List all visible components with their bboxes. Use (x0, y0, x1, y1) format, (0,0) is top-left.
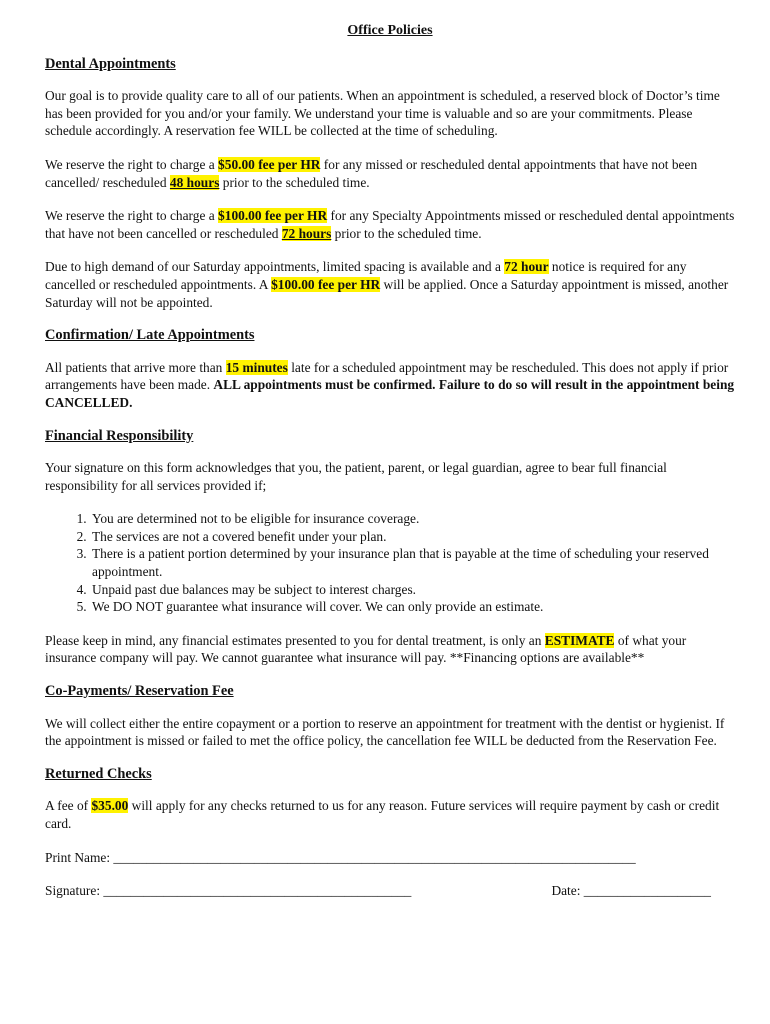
financial-list (45, 510, 735, 616)
list-item: 3. There is a patient portion determined by your insurance plan that is payable at the time of scheduling your reserved appointment. (90, 545, 735, 580)
estimate-highlight: ESTIMATE (544, 632, 615, 648)
specialty-fee-paragraph: We reserve the right to charge a $100.00 fee per HR for any Specialty Appointments missed or rescheduled dental appointments that have not been cancelled or rescheduled 72 hours prior to the scheduled time. (45, 208, 735, 241)
fee-highlight: $100.00 fee per HR (271, 276, 381, 292)
signature-field[interactable]: Signature: ______________________________________________ (45, 883, 412, 899)
copay-heading: Co-Payments/ Reservation Fee (45, 683, 234, 700)
page-title: Office Policies (347, 23, 433, 38)
fee-highlight: $50.00 fee per HR (218, 156, 321, 172)
minutes-highlight: 15 minutes (225, 359, 288, 375)
returned-checks-paragraph: A fee of $35.00 will apply for any checks returned to us for any reason. Future services will require payment by cash or credit card. (45, 798, 720, 831)
hours-highlight: 72 hours (281, 225, 332, 241)
copay-paragraph: We will collect either the entire copayment or a portion to reserve an appointment for treatment with the dentist or hygienist. If the appointment is missed or failed to met the office policy, the cancellation fee WILL be deducted from the Reservation Fee. (45, 715, 725, 749)
fee-highlight: $100.00 fee per HR (218, 208, 328, 224)
returned-checks-heading: Returned Checks (45, 765, 152, 782)
dental-appointments-heading: Dental Appointments (45, 55, 176, 72)
dental-fee-paragraph: We reserve the right to charge a $50.00 fee per HR for any missed or rescheduled dental appointments that have not been cancelled/ rescheduled 48 hours prior to the scheduled time. (45, 156, 698, 190)
document-page (45, 22, 735, 900)
hours-highlight: 48 hours (169, 174, 220, 190)
list-item: 1. You are determined not to be eligible for insurance coverage. (90, 510, 735, 528)
fee-highlight: $35.00 (91, 798, 129, 814)
list-item: 5. We DO NOT guarantee what insurance will cover. We can only provide an estimate. (90, 598, 735, 616)
financial-intro: Your signature on this form acknowledges that you, the patient, parent, or legal guardian, agree to bear full financial responsibility for all services provided if; (45, 460, 667, 493)
estimate-paragraph: Please keep in mind, any financial estimates presented to you for dental treatment, is only an ESTIMATE of what your insurance company will pay. We cannot guarantee what insurance will pay. **Financing options are available** (45, 632, 687, 666)
saturday-paragraph: Due to high demand of our Saturday appointments, limited spacing is available and a 72 hour notice is required for any cancelled or rescheduled appointments. A $100.00 fee per HR will be applied. Once a Saturday appointment is missed, another Saturday will not be appointed. (45, 259, 729, 310)
dental-intro-paragraph: Our goal is to provide quality care to all of our patients. When an appointment is scheduled, a reserved block of Doctor’s time has been provided for you and/or your family. We understand your time is valuable and so are your commitments. Please schedule accordingly. A reservation fee WILL be collected at the time of scheduling. (45, 88, 720, 139)
confirmation-heading: Confirmation/ Late Appointments (45, 327, 255, 344)
date-field[interactable]: Date: ___________________ (551, 883, 711, 899)
financial-heading: Financial Responsibility (45, 427, 194, 444)
print-name-field[interactable]: Print Name: ______________________________________________________________________________ (45, 849, 636, 865)
confirmation-paragraph: All patients that arrive more than 15 minutes late for a scheduled appointment may be rescheduled. This does not apply if prior arrangements have been made. ALL appointments must be confirmed. Failure to do so will result in the appointment being CANCELLED. (45, 359, 735, 410)
list-item: 4. Unpaid past due balances may be subject to interest charges. (90, 581, 735, 599)
list-item: 2. The services are not a covered benefit under your plan. (90, 528, 735, 546)
hours-highlight: 72 hour (504, 259, 549, 275)
